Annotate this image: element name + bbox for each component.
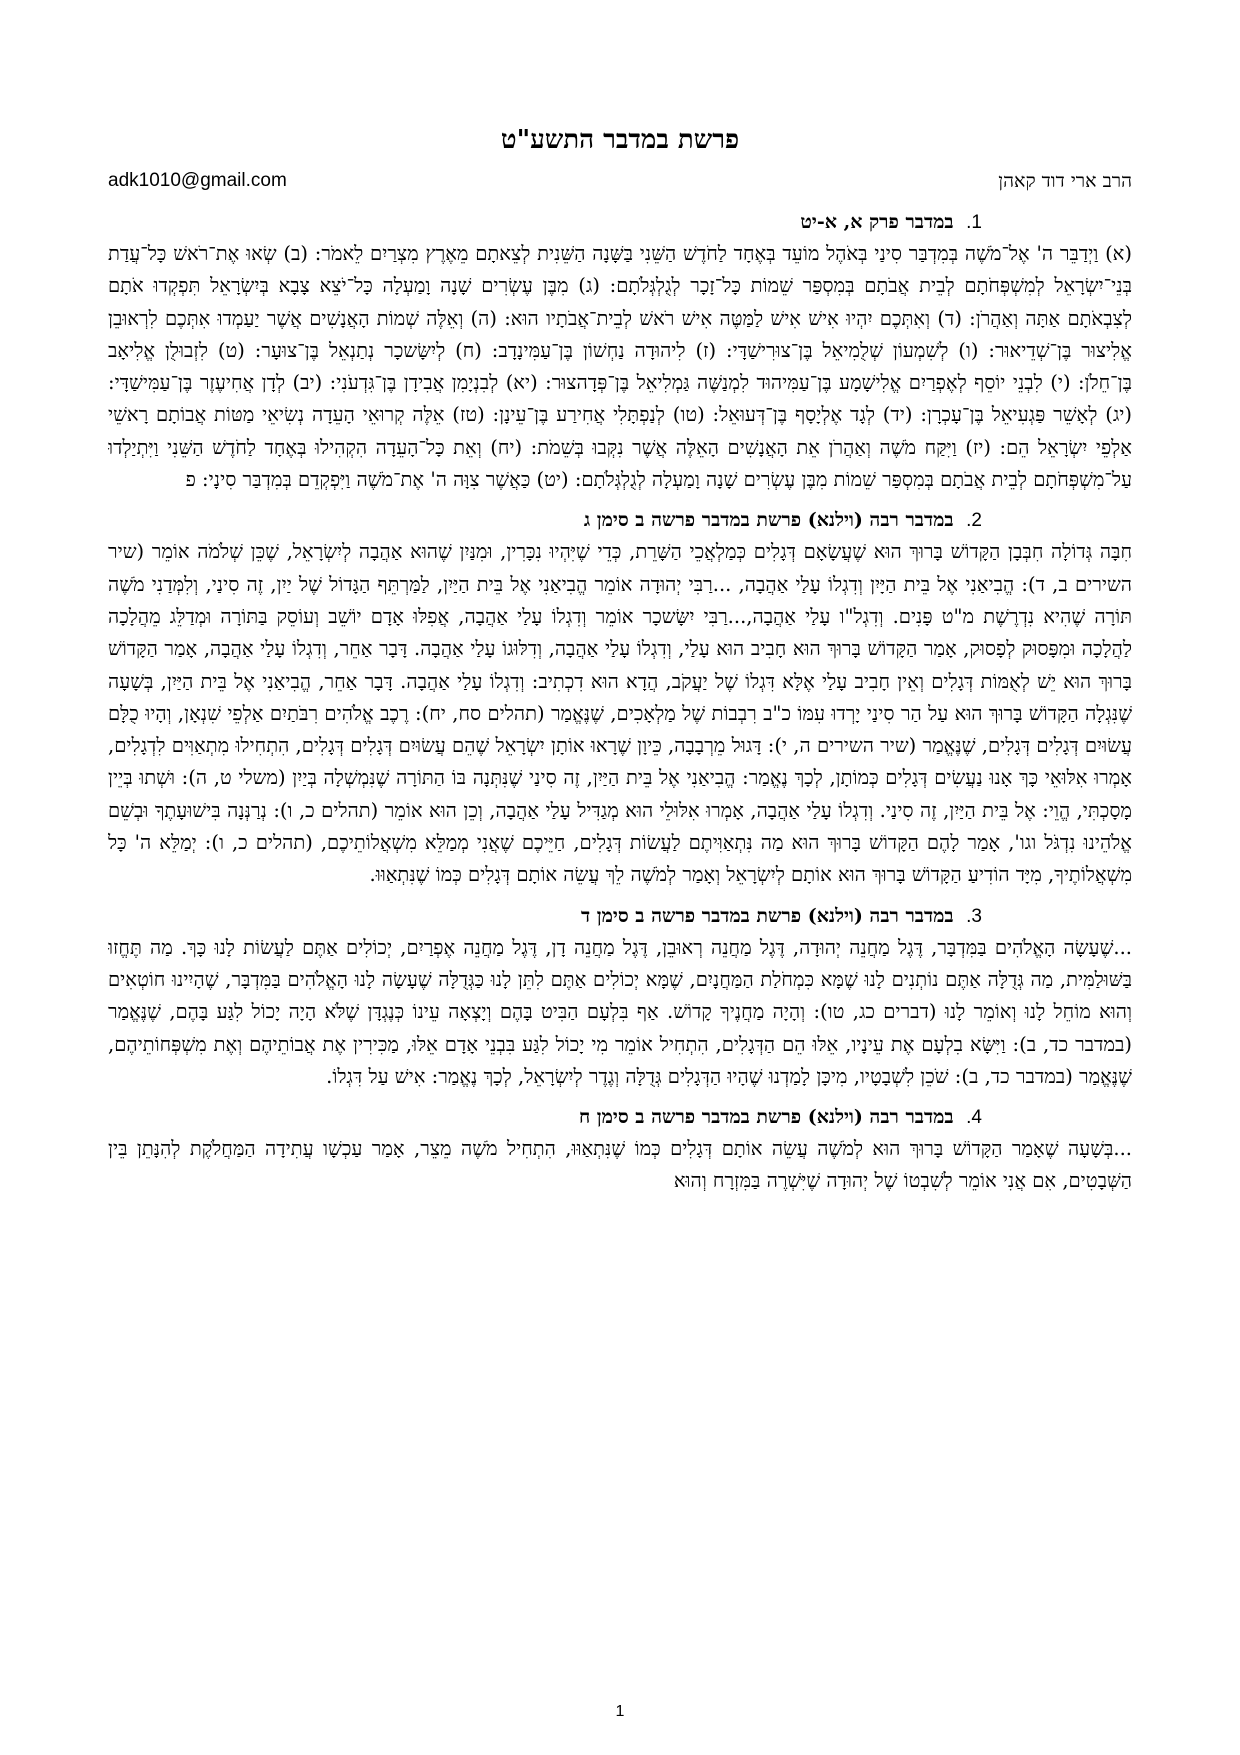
section-heading-text: במדבר רבה (וילנא) פרשת במדבר פרשה ב סימן ח — [578, 1106, 954, 1129]
section-heading-text: במדבר רבה (וילנא) פרשת במדבר פרשה ב סימן ד — [581, 904, 954, 927]
section-heading — [108, 900, 1132, 932]
section-number: 2. — [966, 510, 982, 532]
section-heading — [108, 1101, 1132, 1133]
section-number: 3. — [966, 905, 982, 927]
page-number: 1 — [615, 1703, 625, 1720]
section-2 — [108, 504, 1132, 891]
section-1 — [108, 206, 1132, 496]
section-body: חִבָּה גְּדוֹלָה חִבְּבָן הַקָּדוֹשׁ בָּרוּךְ הוּא שֶׁעֲשָׂאָם דְּגָלִים כְּמַלְאֲכֵי הַשָּׁרֵת, כְּדֵי שֶׁיִּהְיוּ נִכָּרִין, וּמִנַּיִן שֶׁהוּא אַהֲבָה לְיִשְׂרָאֵל, שֶׁכֵּן שְׁלֹמֹה אוֹמֵר (שיר השירים ב, ד): הֱבִיאַנִי אֶל בֵּית הַיָּיִן וְדִגְלוֹ עָלַי אַהֲבָה, ...רַבִּי יְהוּדָה אוֹמֵר הֱבִיאַנִי אֶל בֵּית הַיַּיִן, לַמַּרְתֵּף הַגָּדוֹל שֶׁל יַיִן, זֶה סִינַי, וְלִמְּדַנִי מֹשֶׁה תּוֹרָה שֶׁהִיא נִדְרֶשֶׁת מ"ט פָּנִים. וְדִגְל"ו עָלַי אַהֲבָה,...רַבִּי יִשָּׂשכָר אוֹמֵר וְדִגְלוֹ עָלַי אַהֲבָה, אֲפִלּוּ אָדָם יוֹשֵׁב וְעוֹסֵק בַּתּוֹרָה וּמְדַלֵּג מֵהֲלָכָה לַהֲלָכָה וּמִפָּסוּק לְפָסוּק, אָמַר הַקָּדוֹשׁ בָּרוּךְ הוּא חָבִיב הוּא עָלַי, וְדִגְלוֹ עָלַי אַהֲבָה, וְדִלּוּגוֹ עָלַי אַהֲבָה. דָּבָר אַחֵר, וְדִגְלוֹ עָלַי אַהֲבָה, אָמַר הַקָּדוֹשׁ בָּרוּךְ הוּא יֵשׁ לְאֻמּוֹת דְּגָלִים וְאֵין חָבִיב עָלַי אֶלָּא דִּגְלוֹ שֶׁל יַעֲקֹב, הֲדָא הוּא דִכְתִיב: וְדִגְלוֹ עָלַי אַהֲבָה. דָּבָר אַחֵר, הֱבִיאַנִי אֶל בֵּית הַיַּיִן, בְּשָׁעָה שֶׁנִּגְלָה הַקָּדוֹשׁ בָּרוּךְ הוּא עַל הַר סִינַי יָרְדוּ עִמּוֹ כ"ב רִבְבוֹת שֶׁל מַלְאָכִים, שֶׁנֶּאֱמַר (תהלים סח, יח): רֶכֶב אֱלֹהִים רִבֹּתַיִם אַלְפֵי שִׁנְאָן, וְהָיוּ כֻלָּם עֲשׂוּיִם דְּגָלִים דְּגָלִים, שֶׁנֶּאֱמַר (שיר השירים ה, י): דָּגוּל מֵרְבָבָה, כֵּיוָן שֶׁרָאוּ אוֹתָן יִשְׂרָאֵל שֶׁהֵם עֲשׂוּיִם דְּגָלִים דְּגָלִים, הִתְחִילוּ מִתְאַוִּים לִדְגָלִים, אָמְרוּ אִלּוּאֵי כָּךְ אָנוּ נַעֲשִׂים דְּגָלִים כְּמוֹתָן, לְכָךְ נֶאֱמַר: הֱבִיאַנִי אֶל בֵּית הַיַּיִן, זֶה סִינַי שֶׁנִּתְּנָה בּוֹ הַתּוֹרָה שֶׁנִּמְשְׁלָה בְּיַיִן (משלי ט, ה): וּשְׁתוּ בְּיֵין מָסָכְתִּי, הֱוֵי: אֶל בֵּית הַיַּיִן, זֶה סִינַי. וְדִגְלוֹ עָלַי אַהֲבָה, אָמְרוּ אִלּוּלֵי הוּא מְגַדִּיל עָלַי אַהֲבָה, וְכֵן הוּא אוֹמֵר (תהלים כ, ו): נְרַנְּנָה בִּישׁוּעָתֶךָ וּבְשֵׁם אֱלֹהֵינוּ נִדְגֹּל וגו', אָמַר לָהֶם הַקָּדוֹשׁ בָּרוּךְ הוּא מַה נִּתְאַוִּיתֶם לַעֲשׂוֹת דְּגָלִים, חַיֵּיכֶם שֶׁאֲנִי מְמַלֵּא מִשְׁאֲלוֹתֵיכֶם, (תהלים כ, ו): יְמַלֵּא ה' כָּל מִשְׁאֲלוֹתֶיךָ, מִיָּד הוֹדִיעַ הַקָּדוֹשׁ בָּרוּךְ הוּא אוֹתָם לְיִשְׂרָאֵל וְאָמַר לְמֹשֶׁה לֵךְ עֲשֵׂה אוֹתָם דְּגָלִים כְּמוֹ שֶׁנִּתְאַוּוּ. — [108, 540, 1132, 887]
section-body: ...שֶׁעָשָׂה הָאֱלֹהִים בַּמִּדְבָּר, דֶּגֶל מַחֲנֵה יְהוּדָה, דֶּגֶל מַחֲנֵה רְאוּבֵן, דֶּגֶל מַחֲנֵה דָן, דֶּגֶל מַחֲנֵה אֶפְרַיִם, יְכוֹלִים אַתֶּם לַעֲשׂוֹת לָנוּ כָּךְ. מַה תֶּחֱזוּ בַּשּׁוּלַמִּית, מַה גְּדֻלָּה אַתֶּם נוֹתְנִים לָנוּ שֶׁמָּא כִּמְחֹלַת הַמַּחֲנָיִם, שֶׁמָּא יְכוֹלִים אַתֶּם לִתֵּן לָנוּ כַּגְּדֻלָּה שֶׁעָשָׂה לָנוּ הָאֱלֹהִים בַּמִּדְבָּר, שֶׁהָיִינוּ חוֹטְאִים וְהוּא מוֹחֵל לָנוּ וְאוֹמֵר לָנוּ (דברים כג, טו): וְהָיָה מַחֲנֶיךָ קָדוֹשׁ. אַף בִּלְעָם הַבִּיט בָּהֶם וְיָצְאָה עֵינוֹ כְּנֶגְדָּן שֶׁלֹּא הָיָה יָכוֹל לִגַּע בָּהֶם, שֶׁנֶּאֱמַר (במדבר כד, ב): וַיִּשָּׂא בִלְעָם אֶת עֵינָיו, אֵלּוּ הֵם הַדְּגָלִים, הִתְחִיל אוֹמֵר מִי יָכוֹל לִגַּע בִּבְנֵי אָדָם אֵלּוּ, מַכִּירִין אֶת אֲבוֹתֵיהֶם וְאֶת מִשְׁפְּחוֹתֵיהֶם, שֶׁנֶּאֱמַר (במדבר כד, ב): שֹׁכֵן לִשְׁבָטָיו, מִיכָּן לָמַדְנוּ שֶׁהָיוּ הַדְּגָלִים גְּדֻלָּה וְגֶדֶר לְיִשְׂרָאֵל, לְכָךְ נֶאֱמַר: אִישׁ עַל דִּגְלוֹ. — [108, 935, 1132, 1088]
document-page — [108, 120, 1132, 1660]
section-body: ...בְּשָׁעָה שֶׁאָמַר הַקָּדוֹשׁ בָּרוּךְ הוּא לְמֹשֶׁה עֲשֵׂה אוֹתָם דְּגָלִים כְּמוֹ שֶׁנִּתְאַוּוּ, הִתְחִיל מֹשֶׁה מֵצֵר, אָמַר עַכְשָׁו עֲתִידָה הַמַּחֲלֹקֶת לְהִנָּתֵן בֵּין הַשְּׁבָטִים, אִם אֲנִי אוֹמֵר לְשִׁבְטוֹ שֶׁל יְהוּדָה שֶׁיִּשְׁרֶה בַּמִּזְרָח וְהוּא — [108, 1137, 1132, 1193]
section-4 — [108, 1101, 1132, 1198]
document-title: פרשת במדבר התשע"ט — [500, 125, 740, 155]
section-heading — [108, 206, 1132, 238]
section-heading — [108, 504, 1132, 536]
section-heading-text: במדבר רבה (וילנא) פרשת במדבר פרשה ב סימן ג — [583, 509, 954, 532]
section-body: (א) וַיְדַבֵּר ה' אֶל־מֹשֶׁה בְּמִדְבַּר סִינַי בְּאֹהֶל מוֹעֵד בְּאֶחָד לַחֹדֶשׁ הַשֵּׁנִי בַּשָּׁנָה הַשֵּׁנִית לְצֵאתָם מֵאֶרֶץ מִצְרַיִם לֵאמֹר: (ב) שְׂאוּ אֶת־רֹאשׁ כָּל־עֲדַת בְּנֵי־יִשְׂרָאֵל לְמִשְׁפְּחֹתָם לְבֵית אֲבֹתָם בְּמִסְפַּר שֵׁמוֹת כָּל־זָכָר לְגֻלְגְּלֹתָם: (ג) מִבֶּן עֶשְׂרִים שָׁנָה וָמַעְלָה כָּל־יֹצֵא צָבָא בְּיִשְׂרָאֵל תִּפְקְדוּ אֹתָם לְצִבְאֹתָם אַתָּה וְאַהֲרֹן: (ד) וְאִתְּכֶם יִהְיוּ אִישׁ אִישׁ לַמַּטֶּה אִישׁ רֹאשׁ לְבֵית־אֲבֹתָיו הוּא: (ה) וְאֵלֶּה שְׁמוֹת הָאֲנָשִׁים אֲשֶׁר יַעַמְדוּ אִתְּכֶם לִרְאוּבֵן אֱלִיצוּר בֶּן־שְׁדֵיאוּר: (ו) לְשִׁמְעוֹן שְׁלֻמִיאֵל בֶּן־צוּרִישַׁדָּי: (ז) לִיהוּדָה נַחְשׁוֹן בֶּן־עַמִּינָדָב: (ח) לְיִשָּׂשכָר נְתַנְאֵל בֶּן־צוּעָר: (ט) לִזְבוּלֻן אֱלִיאָב בֶּן־חֵלֹן: (י) לִבְנֵי יוֹסֵף לְאֶפְרַיִם אֱלִישָׁמָע בֶּן־עַמִּיהוּד לִמְנַשֶּׁה גַּמְלִיאֵל בֶּן־פְּדָהצוּר: (יא) לְבִנְיָמִן אֲבִידָן בֶּן־גִּדְעֹנִי: (יב) לְדָן אֲחִיעֶזֶר בֶּן־עַמִּישַׁדָּי: (יג) לְאָשֵׁר פַּגְעִיאֵל בֶּן־עָכְרָן: (יד) לְגָד אֶלְיָסָף בֶּן־דְּעוּאֵל: (טו) לְנַפְתָּלִי אֲחִירַע בֶּן־עֵינָן: (טז) אֵלֶּה קְרוּאֵי הָעֵדָה נְשִׂיאֵי מַטּוֹת אֲבוֹתָם רָאשֵׁי אַלְפֵי יִשְׂרָאֵל הֵם: (יז) וַיִּקַּח מֹשֶׁה וְאַהֲרֹן אֵת הָאֲנָשִׁים הָאֵלֶּה אֲשֶׁר נִקְּבוּ בְּשֵׁמֹת: (יח) וְאֵת כָּל־הָעֵדָה הִקְהִילוּ בְּאֶחָד לַחֹדֶשׁ הַשֵּׁנִי וַיִּתְיַלְדוּ עַל־מִשְׁפְּחֹתָם לְבֵית אֲבֹתָם בְּמִסְפַּר שֵׁמוֹת מִבֶּן עֶשְׂרִים שָׁנָה וָמַעְלָה לְגֻלְגְּלֹתָם: (יט) כַּאֲשֶׁר צִוָּה ה' אֶת־מֹשֶׁה וַיִּפְקְדֵם בְּמִדְבַּר סִינָי: פ — [108, 242, 1132, 492]
section-3 — [108, 900, 1132, 1093]
section-heading-text: במדבר פרק א, א-יט — [800, 211, 954, 233]
section-number: 4. — [966, 1107, 982, 1129]
author-email: adk1010@gmail.com — [108, 170, 287, 191]
author-name: הרב ארי דוד קאהן — [998, 169, 1132, 192]
section-number: 1. — [966, 212, 982, 233]
author-row — [108, 164, 1132, 198]
